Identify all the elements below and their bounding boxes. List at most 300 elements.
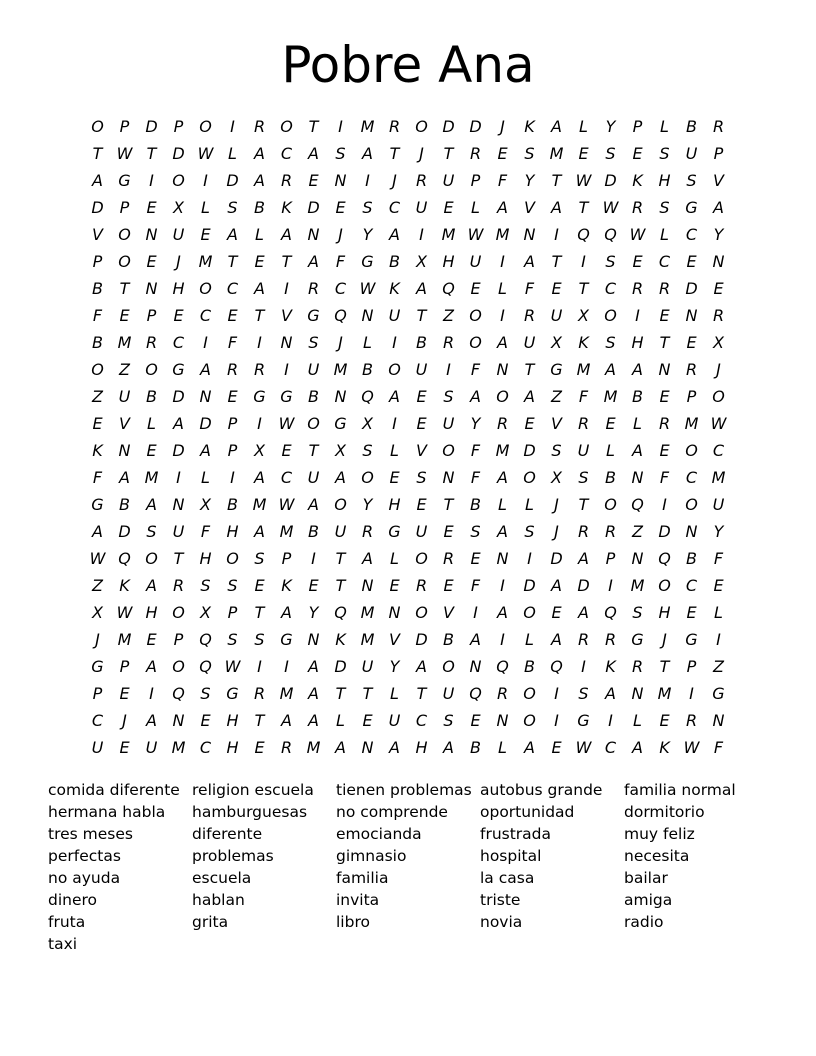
grid-letter: N: [334, 171, 347, 190]
grid-letter: E: [524, 414, 535, 433]
grid-letter: W: [602, 198, 619, 217]
grid-letter: O: [415, 549, 428, 568]
grid-letter: M: [279, 522, 294, 541]
grid-letter: B: [470, 495, 481, 514]
grid-letter: I: [203, 171, 208, 190]
grid-letter: K: [335, 630, 346, 649]
grid-letter: T: [308, 441, 319, 460]
grid-letter: O: [523, 684, 536, 703]
grid-letter: U: [415, 522, 428, 541]
grid-letter: S: [362, 441, 373, 460]
grid-letter: A: [605, 360, 616, 379]
grid-letter: N: [145, 279, 158, 298]
grid-letter: I: [338, 117, 343, 136]
grid-letter: K: [389, 279, 400, 298]
grid-letter: D: [172, 144, 185, 163]
grid-letter: C: [199, 306, 212, 325]
word-list-item: amiga: [624, 891, 673, 909]
grid-letter: U: [577, 441, 590, 460]
grid-letter: A: [254, 144, 265, 163]
grid-letter: J: [95, 630, 100, 649]
grid-letter: A: [497, 522, 508, 541]
grid-letter: S: [254, 549, 265, 568]
grid-letter: E: [713, 576, 724, 595]
grid-letter: X: [92, 603, 103, 622]
grid-letter: I: [554, 711, 559, 730]
grid-letter: O: [496, 387, 509, 406]
grid-letter: S: [524, 144, 535, 163]
grid-letter: A: [335, 468, 346, 487]
grid-letter: H: [226, 738, 239, 757]
grid-letter: A: [524, 387, 535, 406]
grid-letter: S: [578, 684, 589, 703]
grid-letter: G: [577, 711, 590, 730]
grid-letter: V: [443, 603, 454, 622]
grid-letter: C: [226, 279, 239, 298]
grid-letter: U: [388, 711, 401, 730]
grid-letter: R: [523, 306, 536, 325]
grid-letter: A: [200, 441, 211, 460]
grid-letter: F: [227, 333, 238, 352]
grid-letter: I: [392, 414, 397, 433]
grid-letter: D: [172, 441, 185, 460]
grid-letter: O: [199, 117, 212, 136]
grid-letter: G: [253, 387, 266, 406]
grid-letter: Y: [470, 414, 481, 433]
grid-letter: E: [119, 684, 130, 703]
grid-letter: M: [306, 738, 321, 757]
grid-letter: E: [200, 711, 211, 730]
grid-letter: S: [200, 684, 211, 703]
grid-letter: T: [92, 144, 103, 163]
word-list-item: dormitorio: [624, 803, 705, 821]
grid-letter: T: [335, 684, 346, 703]
grid-letter: M: [576, 360, 591, 379]
grid-letter: Q: [469, 684, 482, 703]
grid-letter: M: [603, 387, 618, 406]
grid-letter: J: [419, 144, 424, 163]
grid-letter: E: [146, 198, 157, 217]
grid-letter: U: [550, 306, 563, 325]
grid-letter: C: [91, 711, 104, 730]
grid-letter: T: [659, 333, 670, 352]
grid-letter: Q: [604, 603, 617, 622]
grid-letter: O: [388, 360, 401, 379]
grid-letter: P: [281, 549, 292, 568]
grid-letter: J: [338, 333, 343, 352]
word-list-item: no comprende: [336, 803, 448, 821]
grid-letter: R: [280, 171, 293, 190]
grid-letter: A: [335, 738, 346, 757]
grid-letter: T: [551, 252, 562, 271]
grid-letter: Q: [334, 306, 347, 325]
grid-letter: U: [415, 360, 428, 379]
grid-letter: I: [608, 711, 613, 730]
grid-letter: D: [118, 522, 131, 541]
word-list-item: no ayuda: [48, 869, 121, 887]
grid-letter: G: [334, 414, 347, 433]
grid-letter: F: [713, 738, 724, 757]
grid-letter: I: [500, 576, 505, 595]
grid-letter: S: [416, 468, 427, 487]
grid-letter: N: [172, 711, 185, 730]
grid-letter: E: [551, 603, 562, 622]
grid-letter: M: [333, 360, 348, 379]
grid-letter: C: [604, 738, 617, 757]
grid-letter: B: [605, 468, 616, 487]
grid-letter: T: [335, 549, 346, 568]
grid-letter: U: [388, 306, 401, 325]
grid-letter: T: [551, 171, 562, 190]
grid-letter: E: [659, 306, 670, 325]
grid-letter: P: [632, 117, 643, 136]
grid-letter: T: [443, 144, 454, 163]
grid-letter: G: [361, 252, 374, 271]
grid-letter: T: [173, 549, 184, 568]
grid-letter: P: [173, 117, 184, 136]
grid-letter: E: [470, 549, 481, 568]
grid-letter: W: [89, 549, 106, 568]
grid-letter: O: [523, 468, 536, 487]
grid-letter: W: [683, 738, 700, 757]
grid-letter: I: [230, 468, 235, 487]
grid-letter: J: [554, 495, 559, 514]
grid-letter: H: [172, 279, 185, 298]
grid-letter: R: [604, 522, 617, 541]
word-list-item: familia normal: [624, 781, 736, 799]
grid-letter: W: [575, 171, 592, 190]
grid-letter: L: [201, 468, 210, 487]
grid-letter: H: [226, 522, 239, 541]
grid-letter: E: [119, 306, 130, 325]
grid-letter: I: [662, 495, 667, 514]
grid-letter: R: [577, 522, 590, 541]
grid-letter: B: [308, 522, 319, 541]
word-list-item: hospital: [480, 847, 542, 865]
grid-letter: T: [389, 144, 400, 163]
grid-letter: P: [119, 117, 130, 136]
grid-letter: X: [254, 441, 265, 460]
grid-letter: N: [361, 576, 374, 595]
grid-letter: Y: [389, 657, 400, 676]
grid-letter: I: [500, 630, 505, 649]
grid-letter: Q: [118, 549, 131, 568]
grid-letter: E: [470, 279, 481, 298]
grid-letter: O: [658, 576, 671, 595]
grid-letter: O: [226, 549, 239, 568]
grid-letter: Q: [631, 495, 644, 514]
grid-letter: I: [473, 603, 478, 622]
grid-letter: N: [361, 306, 374, 325]
grid-letter: U: [523, 333, 536, 352]
grid-letter: T: [281, 252, 292, 271]
grid-letter: J: [122, 711, 127, 730]
word-list-item: grita: [192, 913, 229, 931]
grid-letter: J: [392, 171, 397, 190]
grid-letter: A: [227, 225, 238, 244]
grid-letter: I: [365, 171, 370, 190]
grid-letter: S: [146, 522, 157, 541]
grid-letter: T: [578, 495, 589, 514]
grid-letter: E: [92, 414, 103, 433]
grid-letter: D: [145, 117, 158, 136]
grid-letter: Z: [92, 387, 103, 406]
grid-letter: Z: [92, 576, 103, 595]
word-list-item: escuela: [192, 869, 252, 887]
grid-letter: J: [716, 360, 721, 379]
grid-letter: O: [523, 603, 536, 622]
grid-letter: O: [145, 549, 158, 568]
grid-letter: C: [658, 252, 671, 271]
grid-letter: A: [605, 684, 616, 703]
grid-letter: I: [689, 684, 694, 703]
grid-letter: A: [254, 522, 265, 541]
grid-letter: T: [578, 198, 589, 217]
grid-letter: L: [390, 684, 399, 703]
grid-letter: L: [660, 225, 669, 244]
grid-letter: A: [119, 468, 130, 487]
grid-letter: A: [551, 198, 562, 217]
grid-letter: W: [278, 414, 295, 433]
grid-letter: R: [631, 198, 644, 217]
grid-letter: W: [575, 738, 592, 757]
grid-letter: N: [280, 333, 293, 352]
grid-letter: D: [550, 549, 563, 568]
grid-letter: C: [685, 468, 698, 487]
grid-letter: S: [686, 171, 697, 190]
grid-letter: X: [200, 603, 211, 622]
letter-grid: [84, 113, 732, 761]
grid-letter: S: [578, 468, 589, 487]
grid-letter: O: [415, 117, 428, 136]
grid-letter: M: [495, 441, 510, 460]
grid-letter: G: [280, 387, 293, 406]
grid-letter: Q: [577, 225, 590, 244]
grid-letter: P: [227, 441, 238, 460]
grid-letter: K: [632, 171, 643, 190]
grid-letter: Z: [443, 306, 454, 325]
grid-letter: M: [279, 684, 294, 703]
grid-letter: F: [470, 468, 481, 487]
grid-letter: R: [253, 117, 266, 136]
grid-letter: O: [685, 495, 698, 514]
grid-letter: T: [659, 657, 670, 676]
grid-letter: B: [227, 495, 238, 514]
grid-letter: U: [712, 495, 725, 514]
grid-letter: Q: [199, 630, 212, 649]
grid-letter: T: [254, 711, 265, 730]
grid-letter: W: [278, 495, 295, 514]
grid-letter: I: [554, 684, 559, 703]
grid-letter: S: [308, 333, 319, 352]
grid-letter: A: [470, 630, 481, 649]
grid-letter: R: [442, 333, 455, 352]
grid-letter: E: [362, 711, 373, 730]
word-list-item: fruta: [48, 913, 86, 931]
grid-letter: G: [712, 684, 725, 703]
grid-letter: U: [685, 144, 698, 163]
grid-letter: V: [551, 414, 562, 433]
grid-letter: A: [308, 684, 319, 703]
grid-letter: Z: [119, 360, 130, 379]
grid-letter: O: [415, 603, 428, 622]
grid-letter: B: [686, 549, 697, 568]
grid-letter: L: [498, 738, 507, 757]
grid-letter: O: [361, 468, 374, 487]
grid-letter: B: [92, 333, 103, 352]
grid-letter: T: [254, 306, 265, 325]
grid-letter: O: [199, 279, 212, 298]
grid-letter: G: [388, 522, 401, 541]
grid-letter: A: [443, 738, 454, 757]
grid-letter: A: [497, 198, 508, 217]
grid-letter: N: [712, 711, 725, 730]
grid-letter: E: [605, 414, 616, 433]
grid-letter: C: [199, 738, 212, 757]
grid-letter: A: [416, 279, 427, 298]
grid-letter: I: [149, 171, 154, 190]
grid-letter: D: [469, 117, 482, 136]
grid-letter: L: [471, 198, 480, 217]
grid-letter: O: [523, 711, 536, 730]
word-list-item: hamburguesas: [192, 803, 308, 821]
grid-letter: R: [631, 657, 644, 676]
grid-letter: W: [467, 225, 484, 244]
grid-letter: S: [659, 144, 670, 163]
grid-letter: K: [92, 441, 103, 460]
grid-letter: E: [308, 576, 319, 595]
grid-letter: A: [524, 252, 535, 271]
grid-letter: U: [334, 522, 347, 541]
word-list: [48, 779, 768, 955]
grid-letter: P: [119, 657, 130, 676]
grid-letter: O: [442, 657, 455, 676]
grid-letter: K: [578, 333, 589, 352]
grid-letter: S: [659, 198, 670, 217]
grid-letter: I: [257, 333, 262, 352]
grid-letter: Q: [334, 603, 347, 622]
grid-letter: R: [712, 117, 725, 136]
grid-letter: N: [631, 684, 644, 703]
grid-letter: L: [660, 117, 669, 136]
grid-letter: E: [686, 603, 697, 622]
grid-letter: U: [442, 414, 455, 433]
word-list-item: radio: [624, 913, 664, 931]
word-list-item: religion escuela: [192, 781, 314, 799]
grid-letter: O: [685, 441, 698, 460]
grid-letter: I: [149, 684, 154, 703]
grid-letter: D: [226, 171, 239, 190]
grid-letter: N: [334, 387, 347, 406]
grid-letter: E: [281, 441, 292, 460]
grid-letter: A: [389, 738, 400, 757]
grid-letter: X: [578, 306, 589, 325]
grid-letter: E: [173, 306, 184, 325]
grid-letter: C: [280, 144, 293, 163]
grid-letter: R: [604, 630, 617, 649]
word-list-item: comida diferente: [48, 781, 180, 799]
grid-letter: V: [389, 630, 400, 649]
grid-letter: A: [497, 603, 508, 622]
grid-letter: T: [443, 495, 454, 514]
grid-letter: O: [91, 360, 104, 379]
grid-letter: A: [632, 441, 643, 460]
grid-letter: P: [686, 387, 697, 406]
grid-letter: N: [469, 657, 482, 676]
grid-letter: G: [91, 495, 104, 514]
grid-letter: N: [307, 630, 320, 649]
grid-letter: V: [119, 414, 130, 433]
grid-letter: A: [146, 657, 157, 676]
grid-letter: S: [362, 198, 373, 217]
grid-letter: L: [606, 441, 615, 460]
grid-letter: T: [578, 279, 589, 298]
grid-letter: M: [171, 738, 186, 757]
grid-letter: P: [227, 603, 238, 622]
grid-letter: E: [308, 171, 319, 190]
grid-letter: D: [199, 414, 212, 433]
grid-letter: D: [523, 576, 536, 595]
grid-letter: A: [308, 495, 319, 514]
grid-letter: L: [228, 144, 237, 163]
grid-letter: Q: [442, 279, 455, 298]
grid-letter: R: [145, 333, 158, 352]
grid-letter: U: [91, 738, 104, 757]
word-list-item: oportunidad: [480, 803, 575, 821]
grid-letter: W: [224, 657, 241, 676]
grid-letter: A: [551, 117, 562, 136]
grid-letter: Y: [308, 603, 319, 622]
grid-letter: L: [633, 414, 642, 433]
grid-letter: R: [361, 522, 374, 541]
word-list-item: muy feliz: [624, 825, 695, 843]
grid-letter: O: [604, 306, 617, 325]
word-list-item: la casa: [480, 869, 535, 887]
grid-letter: O: [118, 252, 131, 271]
word-list-item: tres meses: [48, 825, 133, 843]
grid-letter: M: [495, 225, 510, 244]
grid-letter: H: [145, 603, 158, 622]
grid-letter: R: [442, 549, 455, 568]
grid-letter: E: [416, 495, 427, 514]
grid-letter: D: [442, 117, 455, 136]
grid-letter: M: [252, 495, 267, 514]
grid-letter: Y: [362, 495, 373, 514]
grid-letter: R: [685, 360, 698, 379]
grid-letter: E: [119, 738, 130, 757]
grid-letter: N: [145, 225, 158, 244]
grid-letter: D: [523, 441, 536, 460]
grid-letter: A: [578, 549, 589, 568]
grid-letter: B: [119, 495, 130, 514]
grid-letter: A: [551, 576, 562, 595]
grid-letter: M: [144, 468, 159, 487]
grid-letter: U: [469, 252, 482, 271]
word-list-item: dinero: [48, 891, 98, 909]
grid-letter: J: [338, 225, 343, 244]
grid-letter: Y: [524, 171, 535, 190]
grid-letter: R: [280, 738, 293, 757]
grid-letter: A: [254, 279, 265, 298]
grid-letter: B: [470, 738, 481, 757]
grid-letter: W: [116, 144, 133, 163]
grid-letter: B: [92, 279, 103, 298]
grid-letter: E: [551, 279, 562, 298]
grid-letter: I: [500, 306, 505, 325]
grid-letter: M: [711, 468, 726, 487]
grid-letter: G: [280, 630, 293, 649]
grid-letter: N: [496, 549, 509, 568]
